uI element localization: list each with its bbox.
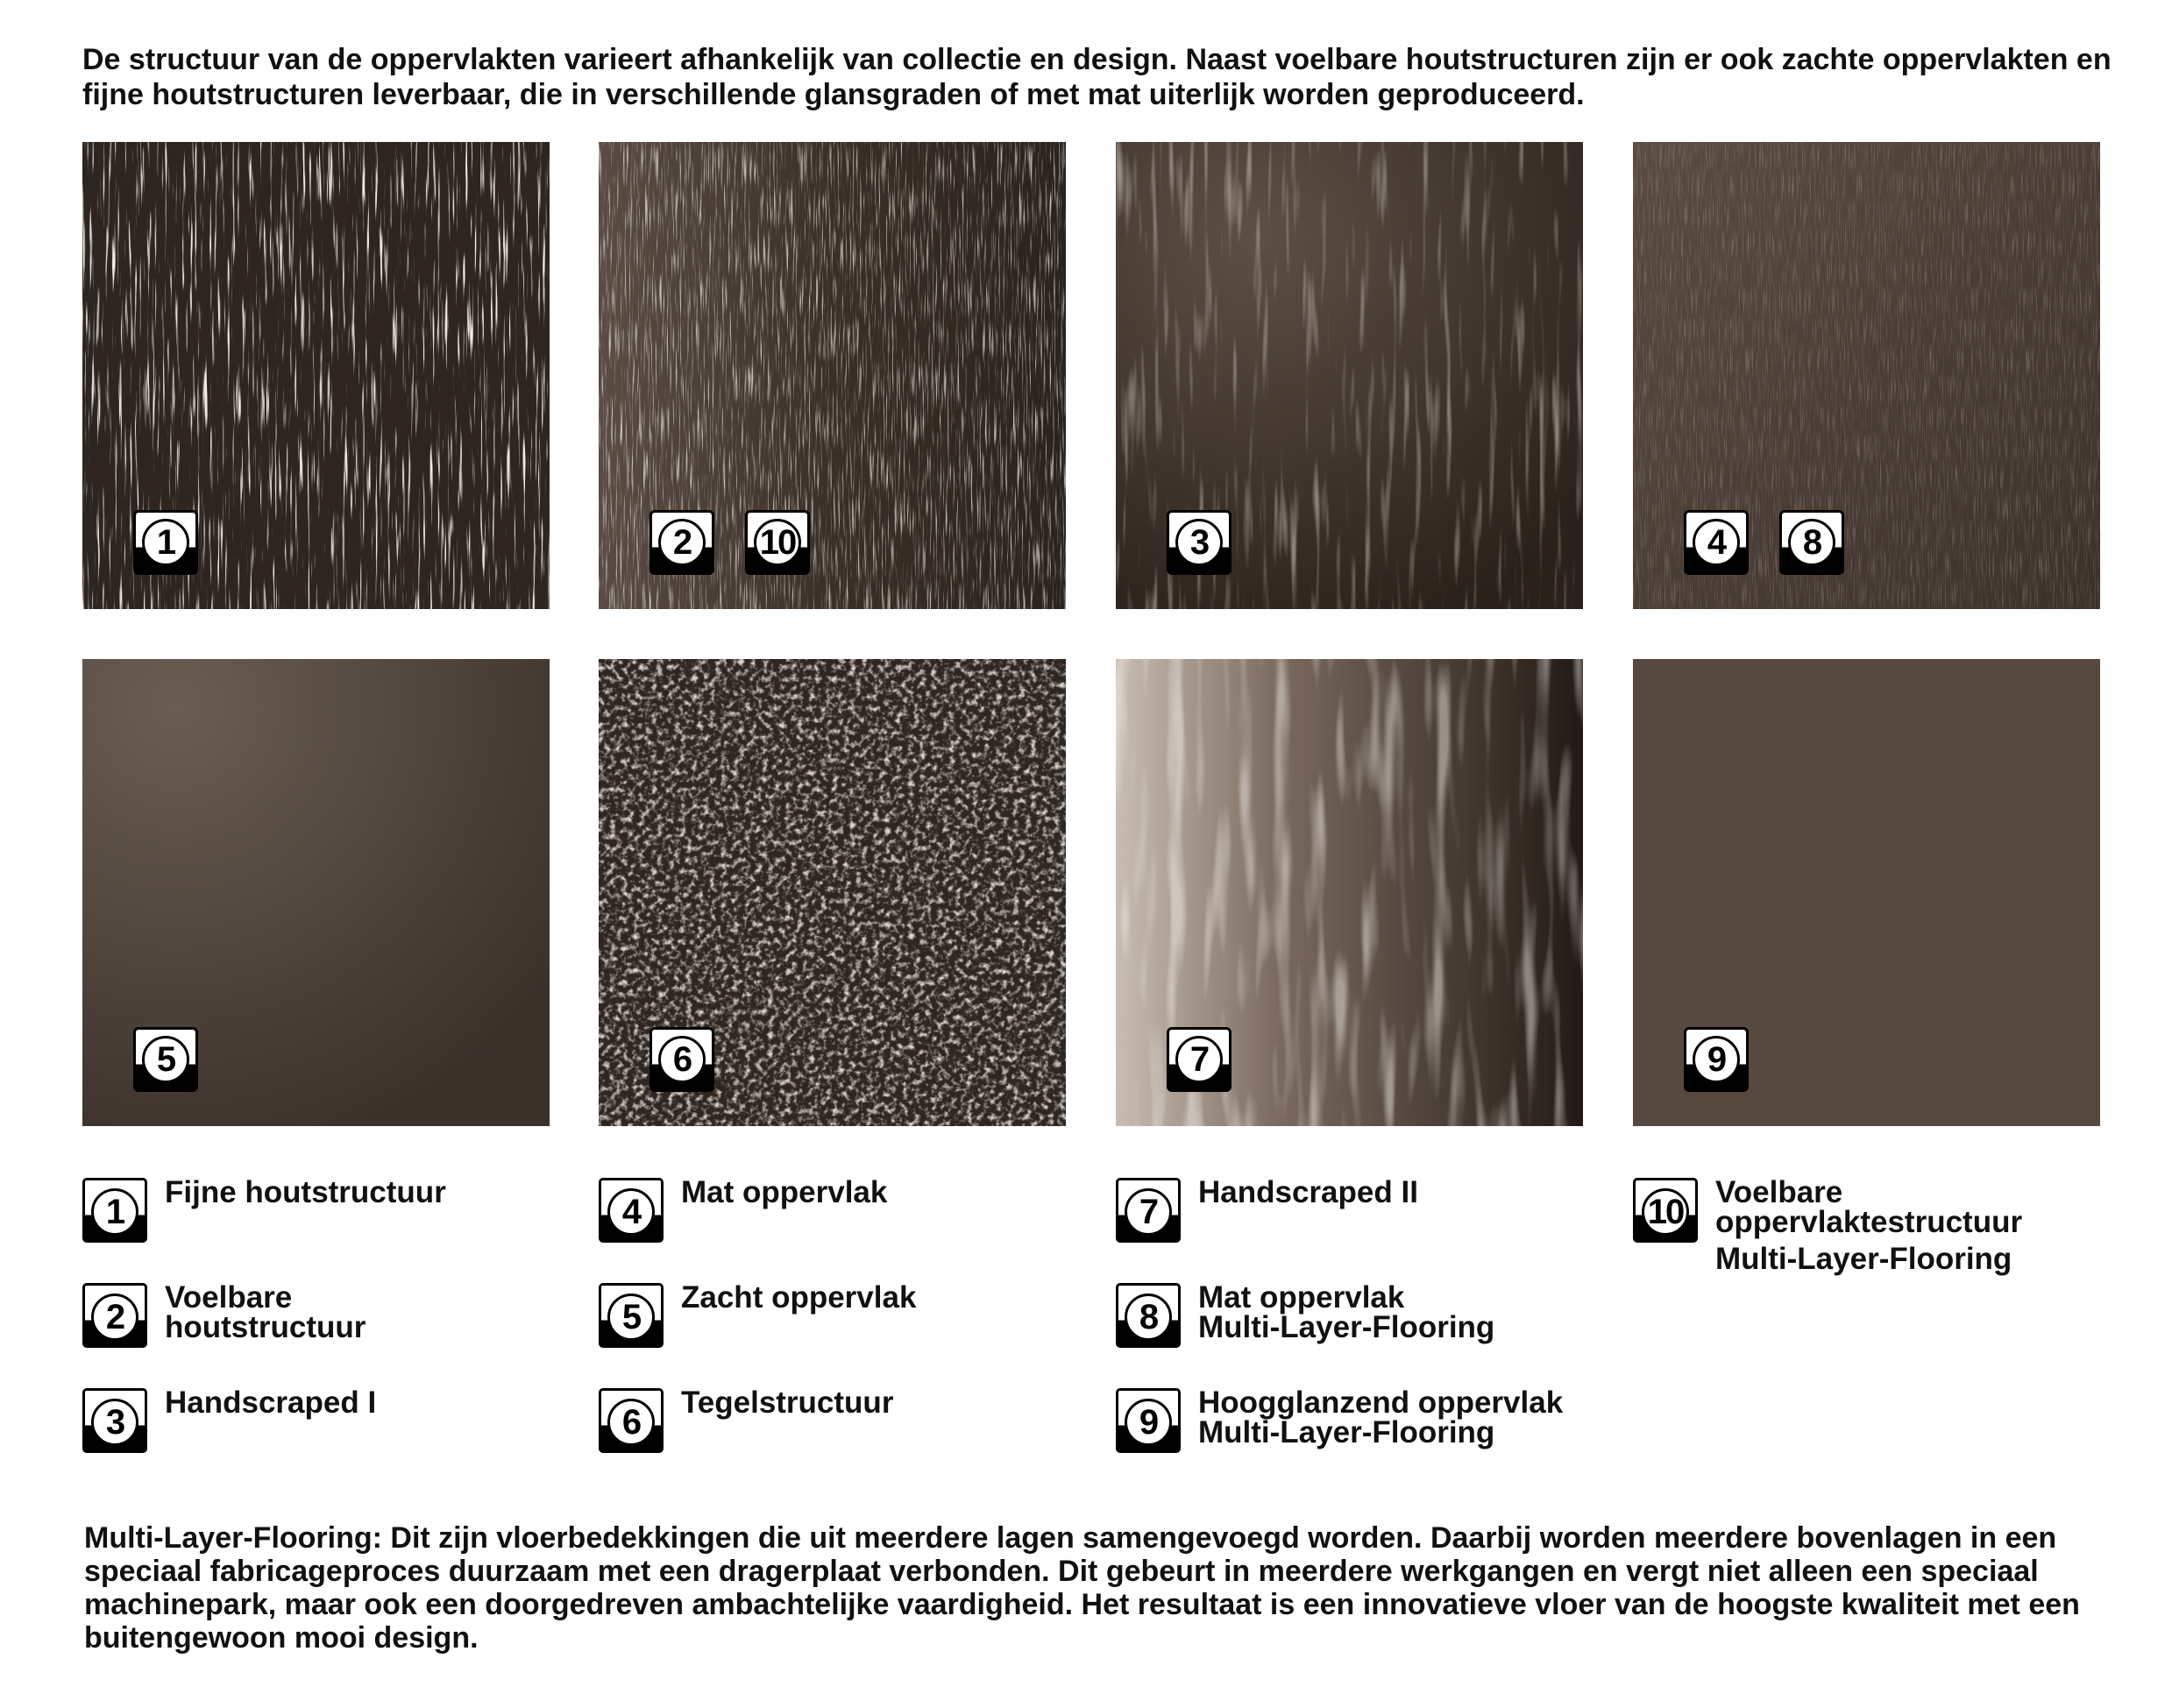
legend-badge: 3	[82, 1388, 147, 1453]
sample-tile-matte	[1633, 142, 2100, 609]
sample-tile-fine-wood	[82, 142, 550, 609]
legend-label: Zacht oppervlak	[681, 1280, 917, 1315]
tile-badge: 1	[133, 510, 198, 575]
legend-badge: 9	[1116, 1388, 1181, 1453]
legend-label: Voelbare oppervlaktestructuur Multi-Layer-Flooring	[1715, 1175, 2023, 1276]
sample-tile-handscraped-2	[1116, 659, 1583, 1126]
legend-badge: 4	[599, 1178, 664, 1243]
tile-badge: 4	[1684, 510, 1749, 575]
legend-label: Tegelstructuur	[681, 1386, 894, 1420]
legend-label: Fijne houtstructuur	[165, 1175, 446, 1209]
legend-label: Hoogglanzend oppervlak Multi-Layer-Flooring	[1198, 1386, 1564, 1449]
sample-tile-high-gloss	[1633, 659, 2100, 1126]
legend-badge: 10	[1633, 1178, 1698, 1243]
legend-badge: 5	[599, 1283, 664, 1348]
legend-badge: 8	[1116, 1283, 1181, 1348]
sample-tile-soft	[82, 659, 550, 1126]
legend-badge: 1	[82, 1178, 147, 1243]
tile-badge: 6	[649, 1027, 714, 1092]
tile-badge: 8	[1779, 510, 1844, 575]
legend-label: Mat oppervlak Multi-Layer-Flooring	[1198, 1280, 1495, 1344]
sample-tile-handscraped-1	[1116, 142, 1583, 609]
footer-text: Multi-Layer-Flooring: Dit zijn vloerbedekkingen die uit meerdere lagen samengevoegd worden. Daarbij worden meerdere bovenlagen in een speciaal fabricageproces duurzaam met een dragerplaat verbonden. Dit gebeurt in meerdere werkgangen en vergt niet alleen een speciaal machinepark, maar ook een doorgedreven ambachtelijke vaardigheid. Het resultaat is een innovatieve vloer van de hoogste kwaliteit met een buitengewoon mooi design.	[84, 1521, 2080, 1655]
tile-badge: 3	[1167, 510, 1232, 575]
tile-badge: 10	[745, 510, 810, 575]
legend-badge: 7	[1116, 1178, 1181, 1243]
tile-badge: 7	[1167, 1027, 1232, 1092]
tile-badge: 2	[649, 510, 714, 575]
sample-tile-tile-structure	[599, 659, 1066, 1126]
legend-label: Handscraped II	[1198, 1175, 1418, 1209]
tile-badge: 9	[1684, 1027, 1749, 1092]
intro-text: De structuur van de oppervlakten varieert afhankelijk van collectie en design. Naast voelbare houtstructuren zijn er ook zachte oppervlakten en fijne houtstructuren leverbaar, die in verschillende glansgraden of met mat uiterlijk worden geproduceerd.	[82, 43, 2112, 111]
legend-label: Voelbare houtstructuur	[165, 1280, 366, 1344]
legend-label: Mat oppervlak	[681, 1175, 888, 1209]
legend-badge: 2	[82, 1283, 147, 1348]
legend-badge: 6	[599, 1388, 664, 1453]
sample-tile-tactile-wood	[599, 142, 1066, 609]
legend-label: Handscraped I	[165, 1386, 377, 1420]
tile-badge: 5	[133, 1027, 198, 1092]
